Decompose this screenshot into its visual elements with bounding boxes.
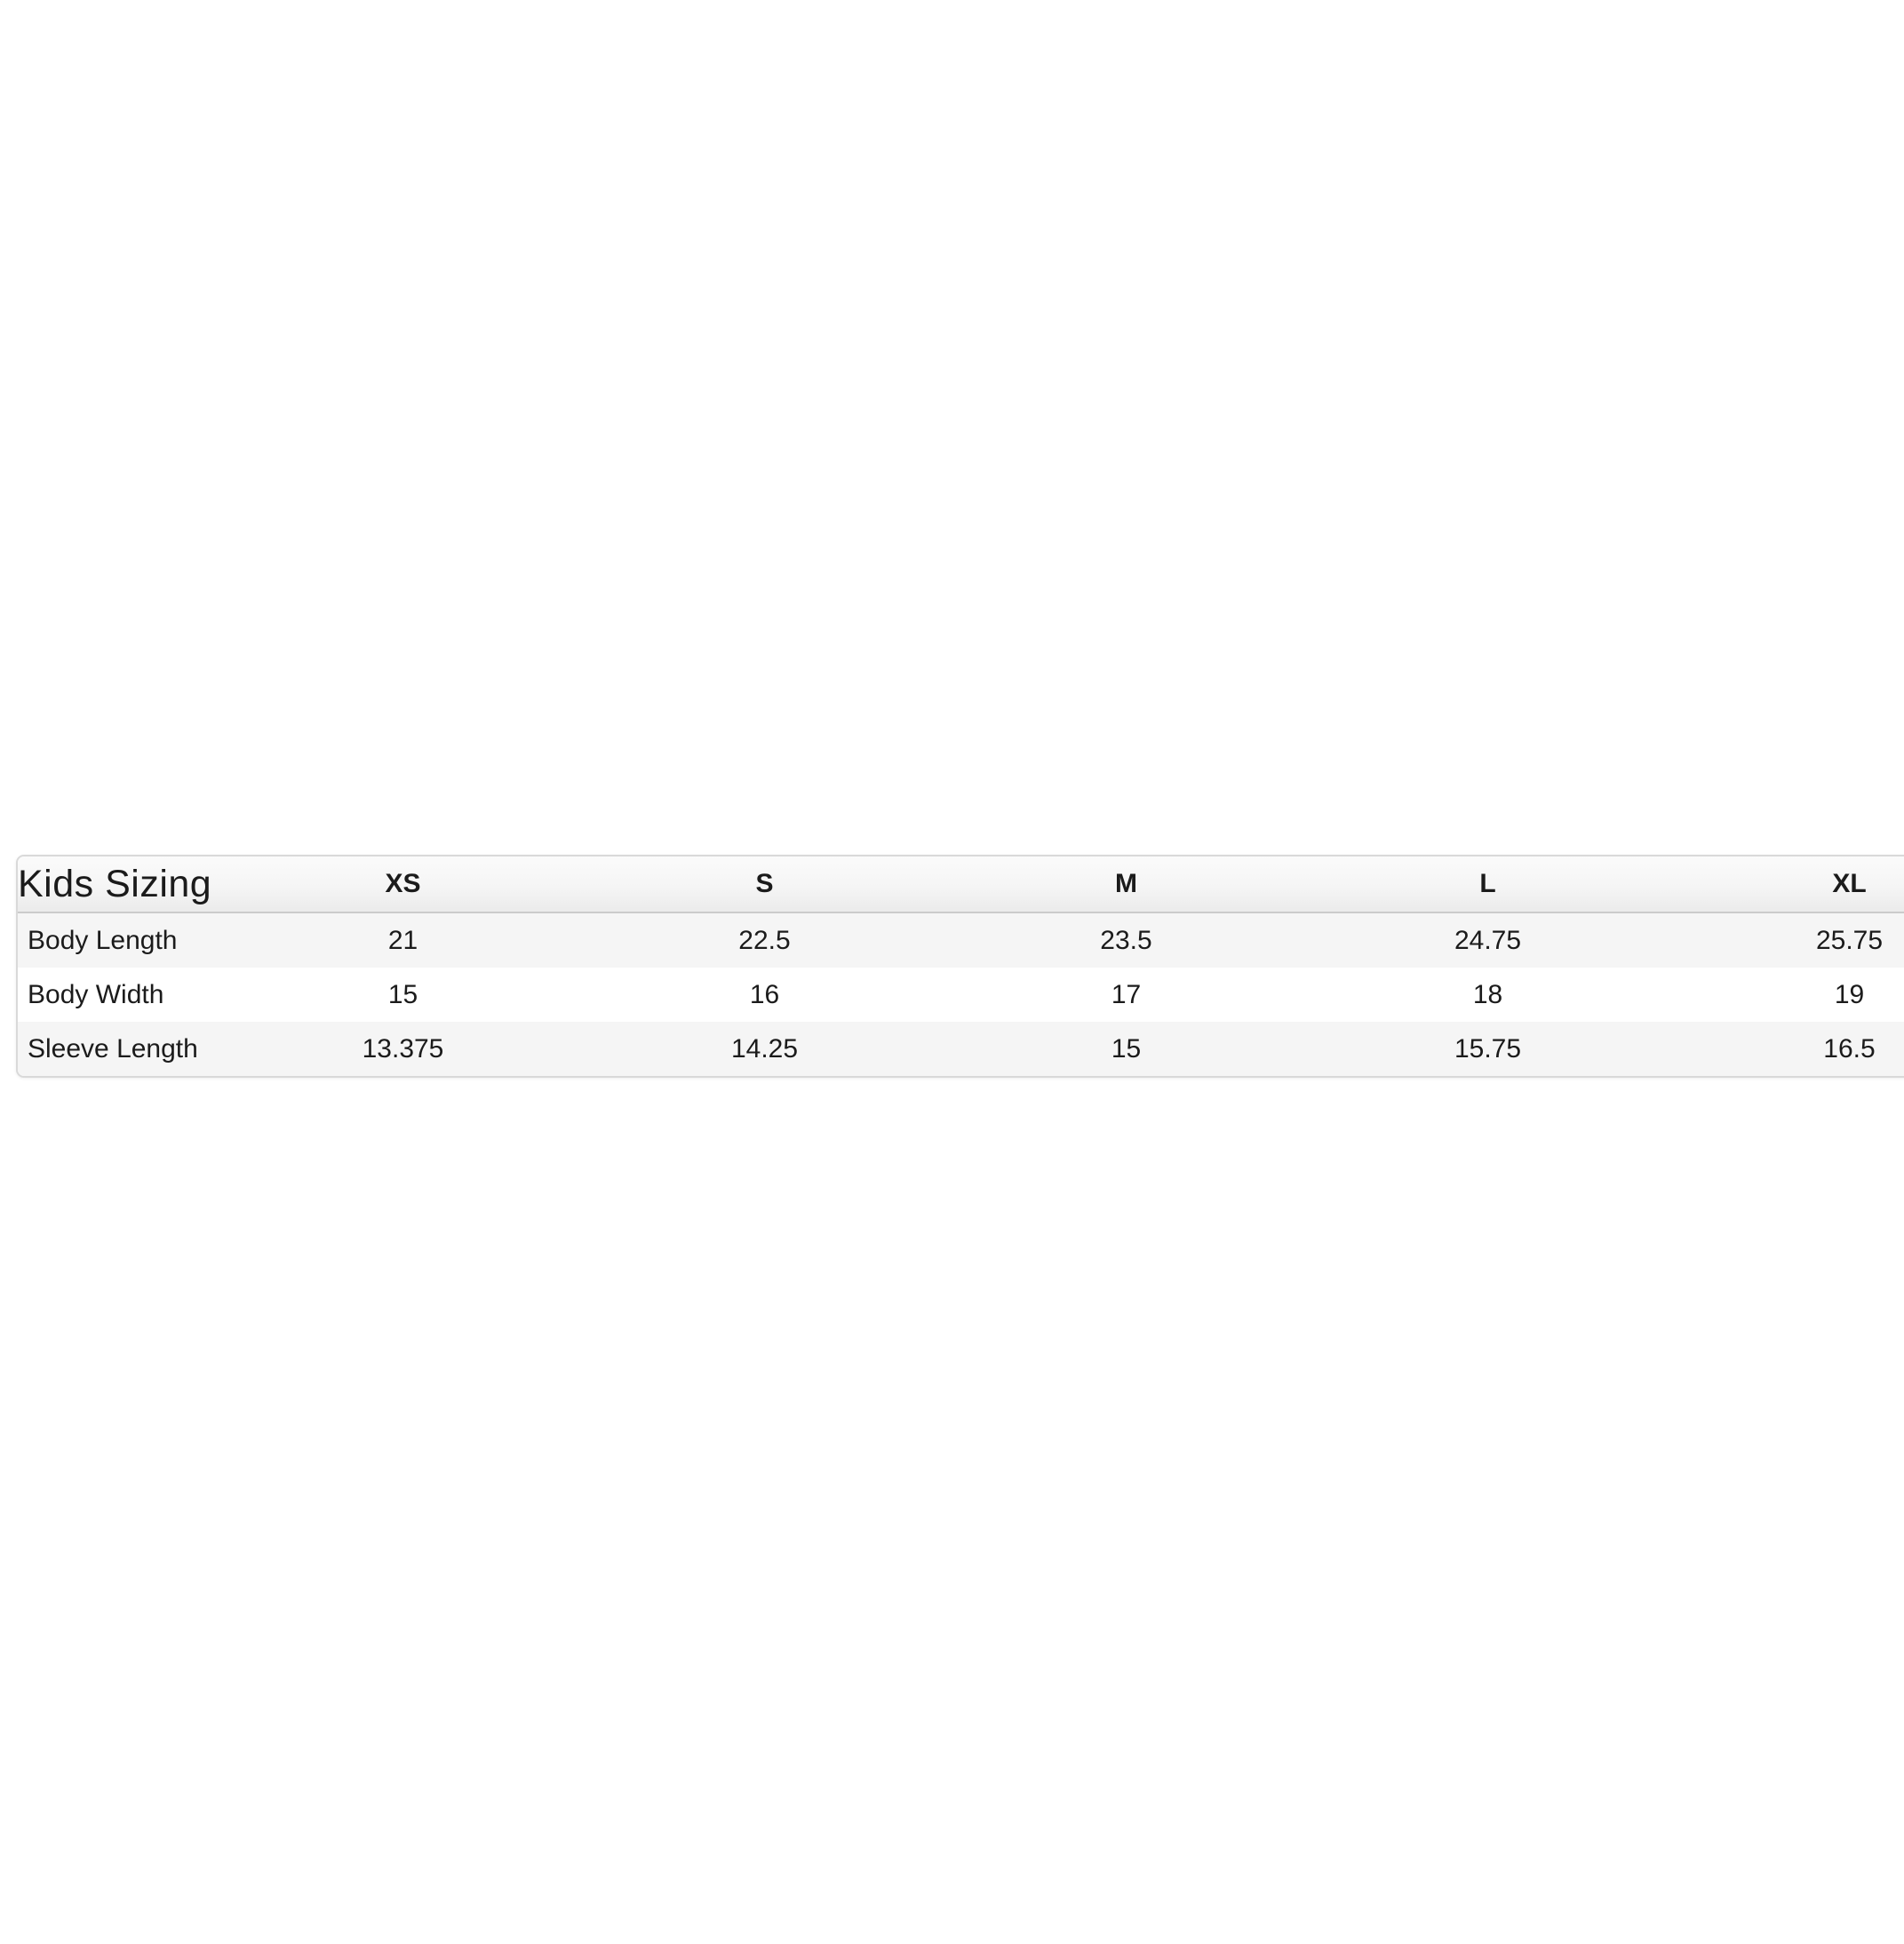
row-label: Body Length	[28, 925, 178, 955]
size-chart-table	[16, 855, 1904, 1078]
table-row-body-length	[18, 913, 1904, 968]
column-header-xs: XS	[222, 856, 584, 913]
row-label: Sleeve Length	[28, 1033, 198, 1064]
cell-value: 14.25	[730, 1033, 799, 1064]
cell-value: 15.75	[1454, 1033, 1522, 1064]
cell-value: 23.5	[1100, 925, 1152, 955]
kids-sizing-table	[18, 856, 1904, 1076]
cell-value: 25.75	[1815, 925, 1884, 955]
cell-value: 19	[1834, 979, 1865, 1009]
cell-value: 15	[1111, 1033, 1142, 1064]
cell-value: 16.5	[1823, 1033, 1876, 1064]
cell-value: 15	[387, 979, 418, 1009]
cell-value: 17	[1111, 979, 1142, 1009]
table-header-row	[18, 856, 1904, 913]
cell-value: 13.375	[362, 1033, 444, 1064]
table-title: Kids Sizing	[18, 856, 222, 913]
table-row-body-width	[18, 968, 1904, 1022]
column-header-s: S	[584, 856, 945, 913]
cell-value: 21	[387, 925, 418, 955]
cell-value: 24.75	[1454, 925, 1522, 955]
column-header-m: M	[945, 856, 1307, 913]
column-header-xl: XL	[1669, 856, 1904, 913]
cell-value: 22.5	[738, 925, 791, 955]
column-header-l: L	[1307, 856, 1669, 913]
row-label: Body Width	[28, 979, 164, 1009]
cell-value: 18	[1472, 979, 1503, 1009]
cell-value: 16	[749, 979, 780, 1009]
table-row-sleeve-length	[18, 1022, 1904, 1076]
